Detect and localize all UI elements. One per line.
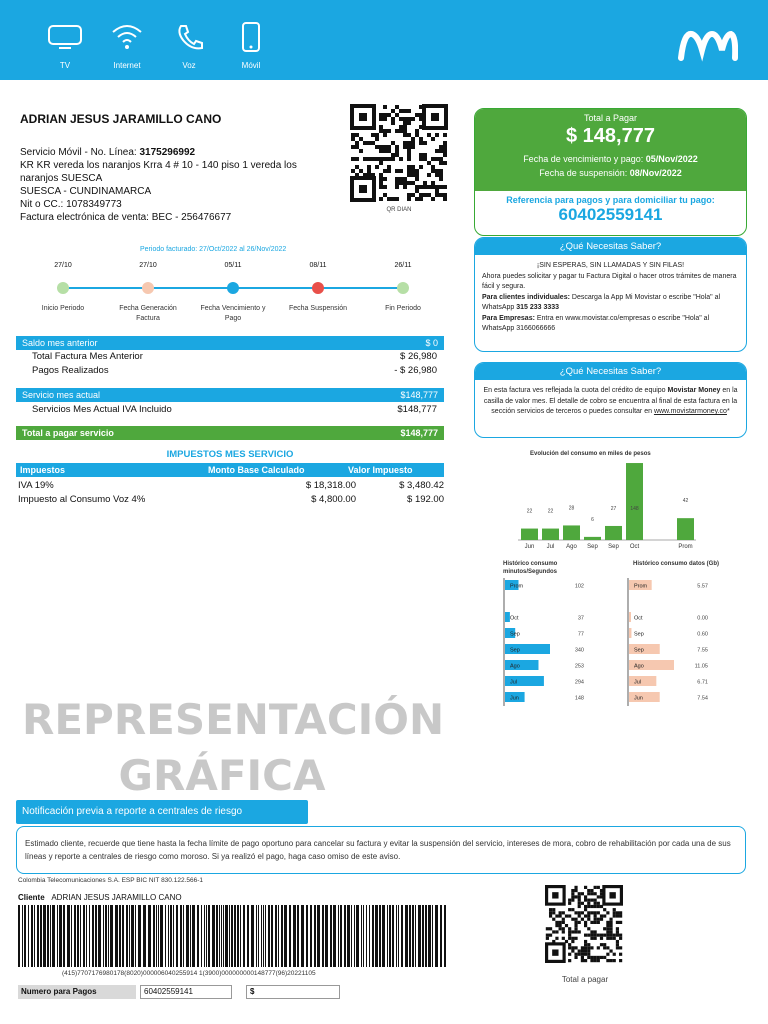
history-category-label: Sep	[510, 631, 520, 638]
history-value-label: 5.57	[697, 583, 708, 590]
nav-voz-label: Voz	[182, 61, 196, 70]
history-value-label: 253	[574, 663, 584, 670]
total-title: Total a Pagar	[583, 113, 638, 123]
consumption-bar	[626, 463, 643, 540]
history-value-label: 7.55	[697, 647, 708, 654]
header-bar	[0, 0, 768, 80]
customer-name: ADRIAN JESUS JARAMILLO CANO	[20, 112, 222, 126]
movistar-logo-icon	[678, 28, 738, 62]
consumption-bar	[584, 537, 601, 540]
suspension-date-line: Fecha de suspensión: 08/Nov/2022	[539, 168, 682, 178]
taxes-title: IMPUESTOS MES SERVICIO	[166, 449, 294, 460]
consumption-value-label: 6	[591, 516, 594, 523]
customer-info	[20, 146, 330, 224]
nav-movil-label: Móvil	[241, 61, 261, 70]
history-category-label: Ago	[510, 663, 520, 670]
history-category-label: Prom	[634, 583, 648, 590]
consumption-category-label: Oct	[629, 544, 640, 550]
history-category-label: Sep	[634, 647, 644, 654]
payment-number-label: Numero para Pagos	[18, 985, 136, 999]
consumption-value-label: 22	[547, 508, 554, 515]
info-card-title: ¿Qué Necesitas Saber?	[475, 363, 746, 380]
timeline-date: 27/10	[139, 262, 157, 269]
chart-title: Evolución del consumo en miles de pesos	[530, 451, 651, 457]
timeline-caption: Fecha Vencimiento y Pago	[200, 305, 266, 322]
consumption-category-label: Jun	[524, 544, 535, 550]
timeline-dot	[57, 282, 69, 294]
nav-tv-label: TV	[59, 61, 71, 70]
service-line: Servicio Móvil - No. Línea: 3175296992	[20, 147, 196, 158]
history-value-label: 0.60	[697, 631, 708, 638]
timeline-dot	[142, 282, 154, 294]
history-category-label: Sep	[634, 631, 644, 638]
payment-barcode-icon	[18, 905, 446, 967]
history-value-label: 148	[574, 695, 584, 702]
current-service-row: Servicio mes actual $148,777	[16, 388, 444, 402]
data-chart-title: Histórico consumo datos (Gb)	[633, 561, 720, 567]
history-value-label: 11.05	[694, 663, 708, 670]
payment-ref-label: Referencia para pagos y para domiciliar tu pago:	[506, 195, 715, 205]
current-services-row: Servicios Mes Actual IVA Incluido $148,777	[32, 404, 437, 415]
history-category-label: Jul	[634, 679, 642, 686]
timeline-date: 27/10	[54, 262, 72, 269]
history-value-label: 77	[577, 631, 584, 638]
invoice-line: Factura electrónica de venta: BEC - 256476677	[20, 212, 232, 223]
qr-dian-label: QR DIAN	[386, 207, 412, 213]
wifi-icon	[109, 22, 145, 52]
billing-timeline	[20, 262, 450, 330]
info-card-title: ¿Qué Necesitas Saber?	[475, 238, 746, 255]
timeline-date: 05/11	[224, 262, 242, 269]
consumption-bar	[521, 529, 538, 540]
minutes-chart-title: Histórico consumo minutos/Segundos	[503, 561, 558, 575]
previous-balance-row: Saldo mes anterior $ 0	[16, 336, 444, 350]
tax-header-value: Valor Impuesto	[348, 465, 413, 475]
nav-tv[interactable]	[35, 22, 95, 70]
history-category-label: Ago	[634, 663, 644, 670]
history-category-label: Jun	[634, 695, 643, 702]
tax-header-base: Monto Base Calculado	[208, 465, 305, 475]
payments-row: Pagos Realizados - $ 26,980	[32, 365, 437, 376]
movistar-money-link[interactable]: www.movistarmoney.co	[653, 408, 727, 415]
history-category-label: Oct	[510, 615, 519, 622]
history-value-label: 294	[574, 679, 584, 686]
consumption-bar	[677, 518, 694, 540]
consumption-category-label: Prom	[678, 544, 693, 550]
payment-number-field: 60402559141	[140, 985, 232, 999]
timeline-caption: Fin Periodo	[385, 305, 421, 312]
phone-icon	[171, 22, 207, 52]
consumption-bar	[563, 525, 580, 540]
total-service-row: Total a pagar servicio $148,777	[16, 426, 444, 440]
consumption-value-label: 42	[682, 498, 689, 505]
graphic-representation-watermark: REPRESENTACIÓN GRÁFICA	[22, 695, 445, 800]
client-line: Cliente ADRIAN JESUS JARAMILLO CANO	[18, 893, 182, 902]
tv-icon	[47, 22, 83, 52]
info-individuals: Para clientes individuales: Descarga la App Mi Movistar o escribe "Hola" al WhatsApp 315 233 3333	[482, 293, 721, 311]
nav-internet[interactable]	[97, 22, 157, 70]
consumption-value-label: 28	[568, 505, 575, 512]
consumption-category-label: Sep	[587, 544, 598, 550]
amount-field: $	[246, 985, 340, 999]
info-text: Ahora puedes solicitar y pagar tu Factura Digital o hacer otros trámites de manera fácil y segura.	[482, 272, 737, 290]
nit-line: Nit o CC.: 1078349773	[20, 199, 122, 210]
nav-movil[interactable]	[221, 22, 281, 70]
info-headline: ¡SIN ESPERAS, SIN LLAMADAS Y SIN FILAS!	[536, 262, 685, 269]
previous-total-row: Total Factura Mes Anterior $ 26,980	[32, 351, 437, 362]
history-category-label: Prom	[510, 583, 524, 590]
history-category-label: Sep	[510, 647, 520, 654]
history-category-label: Oct	[634, 615, 643, 622]
consumption-chart	[518, 460, 698, 552]
timeline-caption: Fecha Suspensión	[289, 305, 347, 312]
timeline-date: 26/11	[394, 262, 412, 269]
history-value-label: 102	[574, 583, 584, 590]
company-nit: Colombia Telecomunicaciones S.A. ESP BIC NIT 830.122.566-1	[18, 877, 203, 884]
consumption-value-label: 22	[526, 508, 533, 515]
payment-qr-code-icon	[545, 885, 623, 963]
consumption-bar	[605, 526, 622, 540]
address-line-2: SUESCA - CUNDINAMARCA	[20, 186, 152, 197]
nav-voz[interactable]	[159, 22, 219, 70]
history-value-label: 37	[577, 615, 584, 622]
history-value-label: 6.71	[697, 679, 708, 686]
timeline-caption: Inicio Periodo	[41, 305, 85, 312]
mobile-icon	[233, 22, 269, 52]
timeline-date: 08/11	[309, 262, 327, 269]
info-business: Para Empresas: Entra en www.movistar.co/empresas o escribe "Hola" al WhatsApp 3166066666	[482, 314, 710, 332]
consumption-category-label: Jul	[546, 544, 555, 550]
timeline-dot	[227, 282, 239, 294]
info-money-text: En esta factura ves reflejada la cuota del crédito de equipo Movistar Money en la casilla de valor mes. El detalle de cobro se encuentra al final de esta factura en la sección servicios de terceros o puedes consultar en www.movistarmoney.co*	[483, 387, 738, 415]
qr-total-caption: Total a pagar	[561, 975, 609, 984]
info-card-digital-invoice	[474, 237, 747, 352]
total-amount: $ 148,777	[566, 125, 655, 147]
total-to-pay-card	[474, 108, 747, 236]
consumption-bar	[542, 529, 559, 540]
risk-notice-body: Estimado cliente, recuerde que tiene hasta la fecha límite de pago oportuno para cancelar su factura y evitar la suspensión del servicio, intereses de mora, cobro de rehabilitación por cada una de sus líneas y reporte a centrales de riesgo como moroso. Si ya realizó el pago, haga caso omiso de este aviso.	[16, 826, 746, 874]
history-value-label: 7.54	[697, 695, 708, 702]
history-category-label: Jul	[510, 679, 518, 686]
payment-ref-number: 60402559141	[558, 205, 663, 224]
consumption-value-label: 148	[630, 506, 639, 512]
timeline-dot	[312, 282, 324, 294]
data-history-chart	[626, 578, 716, 706]
risk-notice-title: Notificación previa a reporte a centrales de riesgo	[16, 800, 308, 824]
history-category-label: Jun	[510, 695, 519, 702]
timeline-dot	[397, 282, 409, 294]
due-date-line: Fecha de vencimiento y pago: 05/Nov/2022	[523, 154, 698, 164]
history-bar	[629, 628, 631, 638]
consumption-category-label: Ago	[566, 544, 577, 550]
consumption-value-label: 27	[610, 505, 617, 512]
barcode-number: (415)7707176980178(8020)000006040255914 1(3900)000000000148777(96)20221105	[62, 970, 316, 977]
timeline-caption: Fecha Generación Factura	[119, 305, 177, 322]
history-value-label: 0.00	[697, 615, 708, 622]
billing-period: Periodo facturado: 27/Oct/2022 al 26/Nov/2022	[140, 246, 287, 253]
minutes-history-chart	[502, 578, 592, 706]
taxes-header	[16, 463, 444, 477]
nav-internet-label: Internet	[113, 61, 141, 70]
history-bar	[629, 612, 631, 622]
tax-header-name: Impuestos	[20, 465, 66, 475]
history-value-label: 340	[574, 647, 584, 654]
address-line-1: KR KR vereda los naranjos Krra 4 # 10 - 140 piso 1 vereda los naranjos SUESCA	[20, 160, 297, 184]
consumption-category-label: Sep	[608, 544, 619, 550]
info-card-movistar-money	[474, 362, 747, 438]
dian-qr-code-icon	[350, 104, 448, 202]
